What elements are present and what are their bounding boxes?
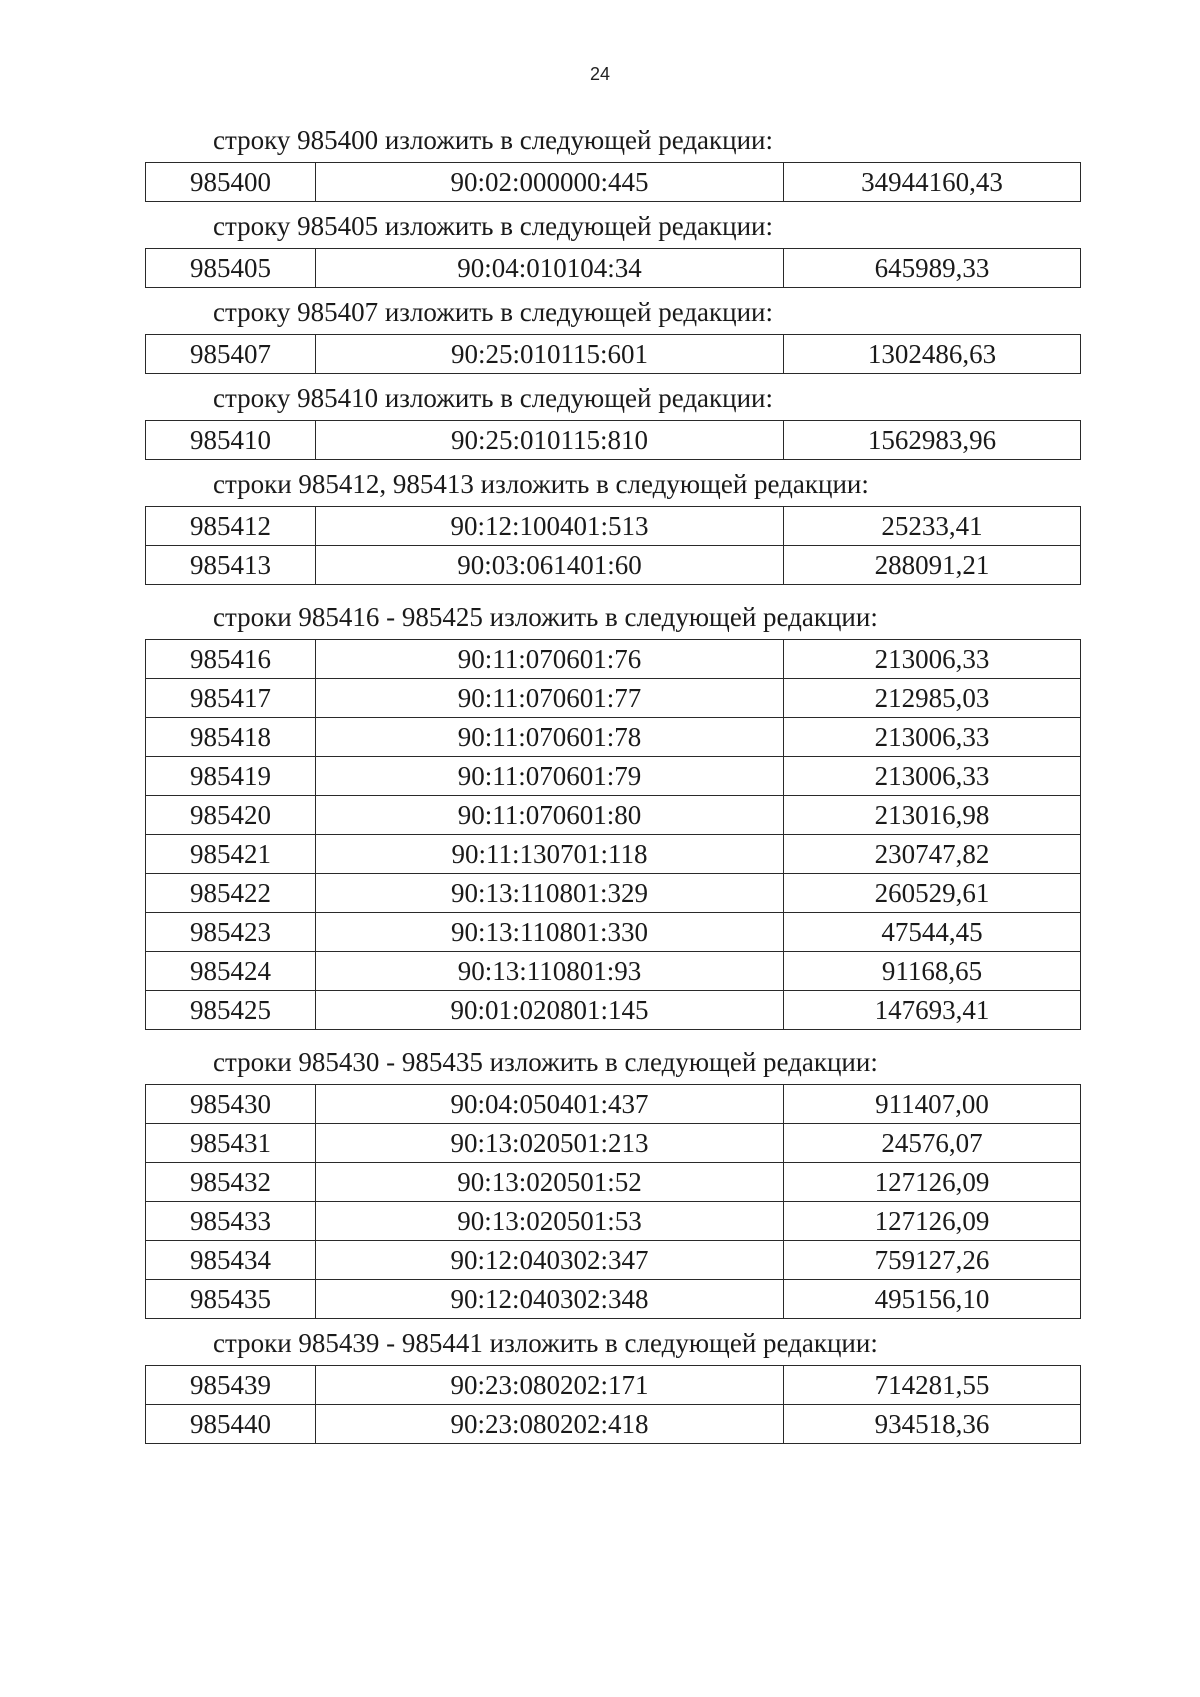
amendment-table	[145, 420, 1081, 460]
table-row	[146, 913, 1081, 952]
cadastral-number-cell: 90:11:070601:80	[316, 796, 784, 835]
row-number-cell: 985418	[146, 718, 316, 757]
row-number-cell: 985424	[146, 952, 316, 991]
cadastral-value-cell: 212985,03	[784, 679, 1081, 718]
table-row	[146, 991, 1081, 1030]
cadastral-value-cell: 24576,07	[784, 1124, 1081, 1163]
table-row	[146, 1280, 1081, 1319]
cadastral-number-cell: 90:23:080202:171	[316, 1366, 784, 1405]
cadastral-number-cell: 90:12:100401:513	[316, 507, 784, 546]
cadastral-value-cell: 495156,10	[784, 1280, 1081, 1319]
cadastral-number-cell: 90:13:020501:213	[316, 1124, 784, 1163]
table-row	[146, 335, 1081, 374]
table-row	[146, 249, 1081, 288]
cadastral-number-cell: 90:04:050401:437	[316, 1085, 784, 1124]
section-heading: строку 985405 изложить в следующей редакции:	[213, 211, 774, 241]
cadastral-value-cell: 714281,55	[784, 1366, 1081, 1405]
row-number-cell: 985439	[146, 1366, 316, 1405]
cadastral-value-cell: 213016,98	[784, 796, 1081, 835]
table-row	[146, 952, 1081, 991]
table-row	[146, 1163, 1081, 1202]
cadastral-number-cell: 90:25:010115:601	[316, 335, 784, 374]
cadastral-value-cell: 645989,33	[784, 249, 1081, 288]
cadastral-value-cell: 911407,00	[784, 1085, 1081, 1124]
cadastral-value-cell: 91168,65	[784, 952, 1081, 991]
cadastral-value-cell: 47544,45	[784, 913, 1081, 952]
cadastral-number-cell: 90:01:020801:145	[316, 991, 784, 1030]
section-heading: строку 985400 изложить в следующей редакции:	[213, 125, 774, 155]
table-row	[146, 757, 1081, 796]
cadastral-number-cell: 90:13:110801:329	[316, 874, 784, 913]
cadastral-number-cell: 90:23:080202:418	[316, 1405, 784, 1444]
row-number-cell: 985413	[146, 546, 316, 585]
row-number-cell: 985421	[146, 835, 316, 874]
amendment-table	[145, 334, 1081, 374]
table-row	[146, 1202, 1081, 1241]
amendment-table	[145, 162, 1081, 202]
cadastral-value-cell: 213006,33	[784, 757, 1081, 796]
table-row	[146, 1241, 1081, 1280]
cadastral-number-cell: 90:25:010115:810	[316, 421, 784, 460]
row-number-cell: 985407	[146, 335, 316, 374]
row-number-cell: 985433	[146, 1202, 316, 1241]
cadastral-number-cell: 90:13:020501:53	[316, 1202, 784, 1241]
row-number-cell: 985431	[146, 1124, 316, 1163]
table-row	[146, 546, 1081, 585]
section-heading: строки 985439 - 985441 изложить в следующей редакции:	[213, 1328, 878, 1358]
row-number-cell: 985423	[146, 913, 316, 952]
table-row	[146, 874, 1081, 913]
section-heading: строки 985430 - 985435 изложить в следующей редакции:	[213, 1047, 878, 1077]
row-number-cell: 985432	[146, 1163, 316, 1202]
cadastral-number-cell: 90:12:040302:348	[316, 1280, 784, 1319]
cadastral-value-cell: 1562983,96	[784, 421, 1081, 460]
cadastral-value-cell: 759127,26	[784, 1241, 1081, 1280]
section-heading: строку 985407 изложить в следующей редакции:	[213, 297, 774, 327]
section-heading: строки 985412, 985413 изложить в следующей редакции:	[213, 469, 869, 499]
row-number-cell: 985417	[146, 679, 316, 718]
cadastral-value-cell: 230747,82	[784, 835, 1081, 874]
cadastral-number-cell: 90:13:110801:93	[316, 952, 784, 991]
cadastral-value-cell: 127126,09	[784, 1163, 1081, 1202]
row-number-cell: 985440	[146, 1405, 316, 1444]
page-number: 24	[589, 64, 611, 84]
table-row	[146, 1405, 1081, 1444]
cadastral-number-cell: 90:11:070601:79	[316, 757, 784, 796]
amendment-table	[145, 639, 1081, 1030]
row-number-cell: 985419	[146, 757, 316, 796]
cadastral-number-cell: 90:02:000000:445	[316, 163, 784, 202]
table-row	[146, 835, 1081, 874]
cadastral-number-cell: 90:11:070601:76	[316, 640, 784, 679]
table-row	[146, 1366, 1081, 1405]
cadastral-number-cell: 90:03:061401:60	[316, 546, 784, 585]
row-number-cell: 985420	[146, 796, 316, 835]
cadastral-number-cell: 90:04:010104:34	[316, 249, 784, 288]
cadastral-number-cell: 90:13:020501:52	[316, 1163, 784, 1202]
cadastral-value-cell: 147693,41	[784, 991, 1081, 1030]
row-number-cell: 985412	[146, 507, 316, 546]
cadastral-value-cell: 34944160,43	[784, 163, 1081, 202]
cadastral-value-cell: 260529,61	[784, 874, 1081, 913]
cadastral-value-cell: 127126,09	[784, 1202, 1081, 1241]
row-number-cell: 985422	[146, 874, 316, 913]
amendment-table	[145, 248, 1081, 288]
table-row	[146, 163, 1081, 202]
table-row	[146, 718, 1081, 757]
cadastral-value-cell: 213006,33	[784, 718, 1081, 757]
section-heading: строку 985410 изложить в следующей редакции:	[213, 383, 774, 413]
amendments-list	[145, 122, 1080, 1450]
cadastral-number-cell: 90:11:070601:77	[316, 679, 784, 718]
cadastral-number-cell: 90:13:110801:330	[316, 913, 784, 952]
row-number-cell: 985430	[146, 1085, 316, 1124]
amendment-table	[145, 1365, 1081, 1444]
cadastral-number-cell: 90:11:130701:118	[316, 835, 784, 874]
cadastral-number-cell: 90:11:070601:78	[316, 718, 784, 757]
row-number-cell: 985434	[146, 1241, 316, 1280]
row-number-cell: 985405	[146, 249, 316, 288]
cadastral-number-cell: 90:12:040302:347	[316, 1241, 784, 1280]
row-number-cell: 985410	[146, 421, 316, 460]
table-row	[146, 679, 1081, 718]
cadastral-value-cell: 1302486,63	[784, 335, 1081, 374]
cadastral-value-cell: 25233,41	[784, 507, 1081, 546]
table-row	[146, 640, 1081, 679]
table-row	[146, 1085, 1081, 1124]
row-number-cell: 985425	[146, 991, 316, 1030]
section-heading: строки 985416 - 985425 изложить в следующей редакции:	[213, 602, 878, 632]
cadastral-value-cell: 288091,21	[784, 546, 1081, 585]
table-row	[146, 796, 1081, 835]
table-row	[146, 507, 1081, 546]
row-number-cell: 985435	[146, 1280, 316, 1319]
table-row	[146, 1124, 1081, 1163]
amendment-table	[145, 1084, 1081, 1319]
cadastral-value-cell: 934518,36	[784, 1405, 1081, 1444]
row-number-cell: 985400	[146, 163, 316, 202]
amendment-table	[145, 506, 1081, 585]
row-number-cell: 985416	[146, 640, 316, 679]
cadastral-value-cell: 213006,33	[784, 640, 1081, 679]
table-row	[146, 421, 1081, 460]
